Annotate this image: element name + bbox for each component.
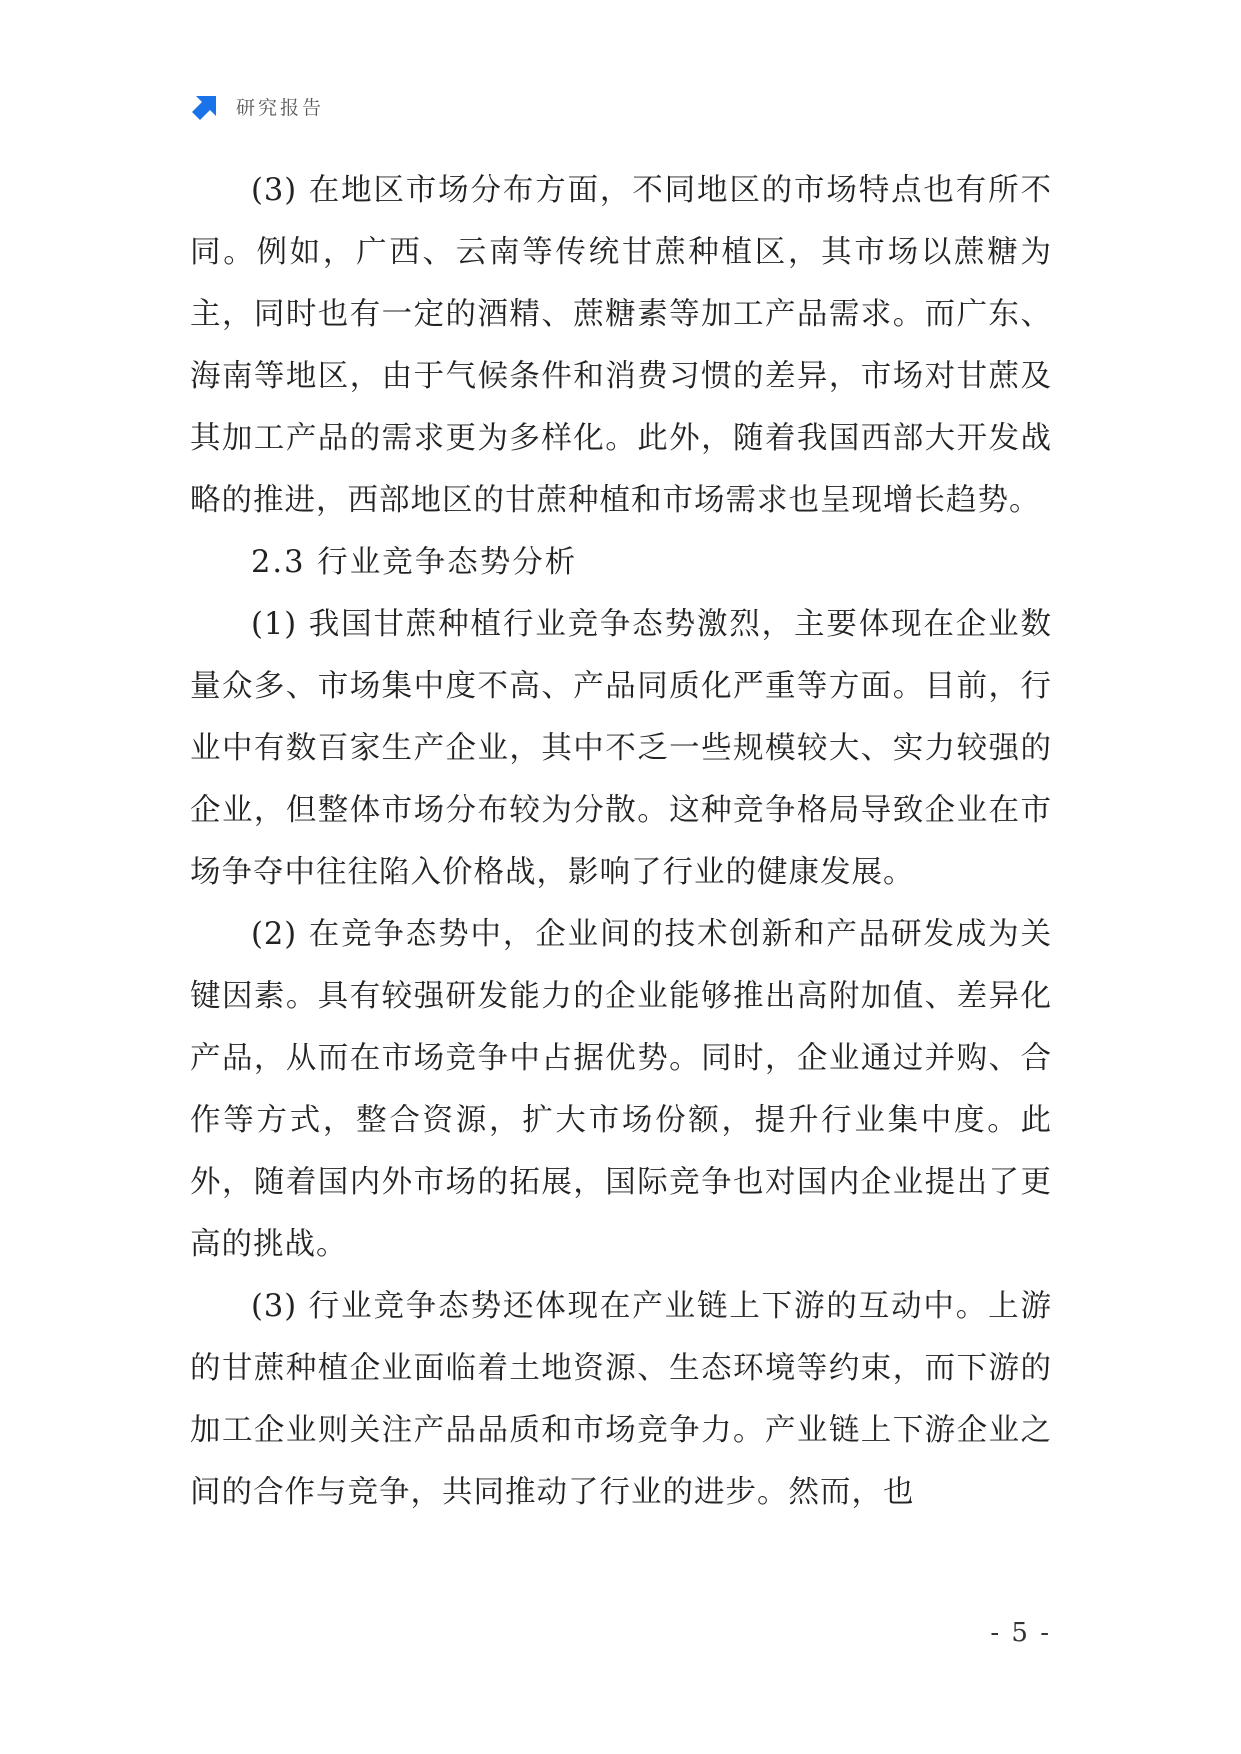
header-title: 研究报告 (236, 96, 325, 119)
page-number: - 5 - (990, 1618, 1051, 1648)
paragraph-regional-market: (3) 在地区市场分布方面，不同地区的市场特点也有所不同。例如，广西、云南等传统甘蔗种植区，其市场以蔗糖为主，同时也有一定的酒精、蔗糖素等加工产品需求。而广东、海南等地区，由于气候条件和消费习惯的差异，市场对甘蔗及其加工产品的需求更为多样化。此外，随着我国西部大开发战略的推进，西部地区的甘蔗种植和市场需求也呈现增长趋势。 (190, 173, 1052, 518)
paragraph-competition-1: (1) 我国甘蔗种植行业竞争态势激烈，主要体现在企业数量众多、市场集中度不高、产品同质化严重等方面。目前，行业中有数百家生产企业，其中不乏一些规模较大、实力较强的企业，但整体市场分布较为分散。这种竞争格局导致企业在市场争夺中往往陷入价格战，影响了行业的健康发展。 (190, 607, 1052, 890)
page-header (190, 88, 324, 124)
paragraph-competition-3: (3) 行业竞争态势还体现在产业链上下游的互动中。上游的甘蔗种植企业面临着土地资源、生态环境等约束，而下游的加工企业则关注产品品质和市场竞争力。产业链上下游企业之间的合作与竞争，共同推动了行业的进步。然而，也 (190, 1289, 1052, 1510)
section-heading: 2.3 行业竞争态势分析 (251, 545, 578, 580)
document-body (190, 160, 1052, 1524)
arrow-up-right-icon (190, 90, 222, 122)
paragraph-competition-2: (2) 在竞争态势中，企业间的技术创新和产品研发成为关键因素。具有较强研发能力的企业能够推出高附加值、差异化产品，从而在市场竞争中占据优势。同时，企业通过并购、合作等方式，整合资源，扩大市场份额，提升行业集中度。此外，随着国内外市场的拓展，国际竞争也对国内企业提出了更高的挑战。 (190, 917, 1052, 1262)
